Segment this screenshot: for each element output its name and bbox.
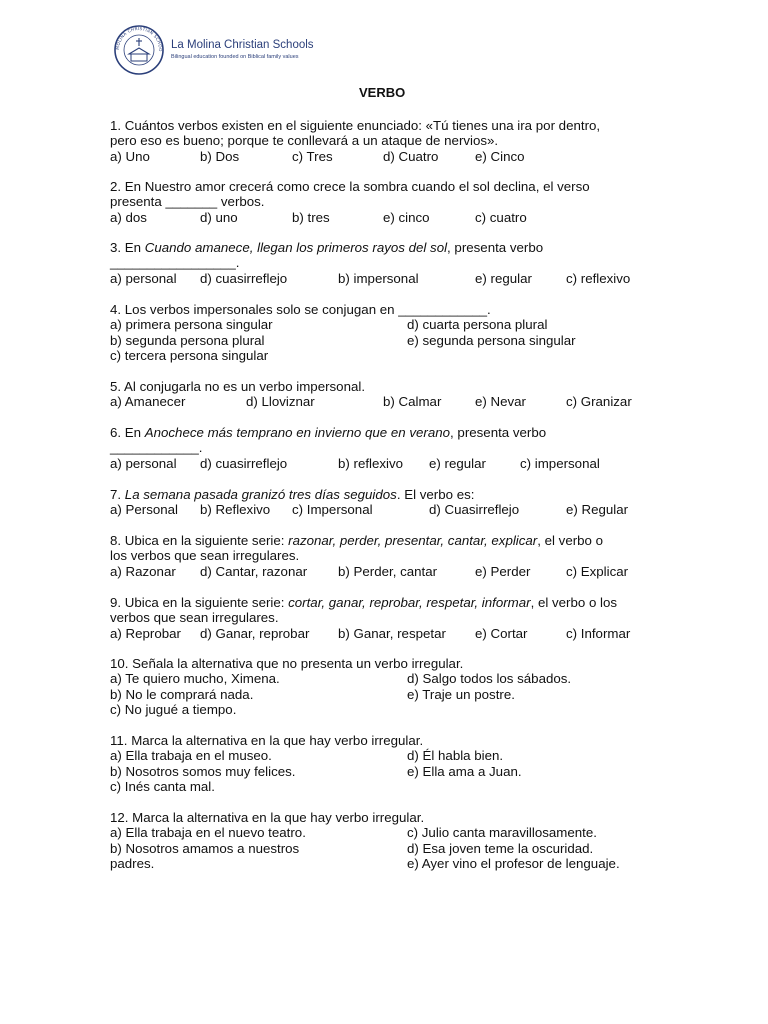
option-b: b) Dos — [200, 148, 240, 164]
option-c: c) Inés canta mal. — [110, 779, 215, 795]
answer-options — [110, 502, 670, 517]
option-c: c) Informar — [566, 625, 631, 641]
question-text — [110, 240, 670, 255]
question-text-post: , el verbo o los — [530, 595, 618, 610]
question-text-cont: ____________. — [110, 440, 203, 456]
option-c: c) tercera persona singular — [110, 348, 269, 364]
answer-options — [110, 671, 670, 717]
seal-text-top: MOLINA CHRISTIAN SCHOO — [114, 25, 164, 52]
question-text: 12. Marca la alternativa en la que hay verbo irregular. — [110, 810, 425, 825]
option-e: e) Ayer vino el profesor de lenguaje. — [407, 856, 620, 872]
option-b: b) Nosotros somos muy felices. — [110, 763, 296, 779]
question-text — [110, 487, 670, 502]
question-1 — [110, 118, 670, 164]
answer-options — [110, 394, 670, 409]
option-b-cont: padres. — [110, 856, 155, 872]
question-text: 1. Cuántos verbos existen en el siguiente enunciado: «Tú tienes una ira por dentro, — [110, 118, 601, 133]
option-e: e) Traje un postre. — [407, 686, 515, 702]
option-a: a) dos — [110, 209, 147, 225]
question-text-cont: los verbos que sean irregulares. — [110, 548, 300, 564]
answer-options — [110, 456, 670, 471]
option-a: a) primera persona singular — [110, 317, 273, 333]
option-e: e) Perder — [475, 563, 531, 579]
answer-options — [110, 317, 670, 363]
option-d: d) Cuasirreflejo — [429, 502, 520, 518]
option-d: d) uno — [200, 209, 238, 225]
question-text: 4. Los verbos impersonales solo se conjugan en ____________. — [110, 302, 491, 317]
question-5 — [110, 379, 670, 410]
answer-options — [110, 564, 670, 579]
option-d: d) cuarta persona plural — [407, 317, 548, 333]
question-text: 10. Señala la alternativa que no presenta un verbo irregular. — [110, 656, 464, 671]
option-a: a) Reprobar — [110, 625, 181, 641]
option-c: c) Granizar — [566, 394, 632, 410]
school-name: La Molina Christian Schools — [171, 39, 314, 51]
option-c: c) cuatro — [475, 209, 527, 225]
school-seal-icon — [110, 24, 168, 76]
question-text-pre: 8. Ubica en la siguiente serie: — [110, 533, 289, 548]
answer-options — [110, 271, 670, 286]
option-d: d) cuasirreflejo — [200, 270, 288, 286]
question-text — [110, 425, 670, 440]
question-4 — [110, 302, 670, 364]
option-d: d) Ganar, reprobar — [200, 625, 310, 641]
question-text-post: , el verbo o — [537, 533, 604, 548]
question-10 — [110, 656, 670, 718]
option-b: b) No le comprará nada. — [110, 686, 254, 702]
question-text: 11. Marca la alternativa en la que hay verbo irregular. — [110, 733, 424, 748]
question-text-post: , presenta verbo — [447, 240, 544, 255]
question-text-cont: presenta _______ verbos. — [110, 194, 265, 210]
option-b: b) Calmar — [383, 394, 442, 410]
option-d: d) Cuatro — [383, 148, 439, 164]
question-quote: Cuando amanece, llegan los primeros rayos del sol — [144, 240, 448, 255]
option-a: a) Uno — [110, 148, 150, 164]
option-a: a) Te quiero mucho, Ximena. — [110, 671, 280, 687]
option-a: a) personal — [110, 270, 177, 286]
option-d: d) cuasirreflejo — [200, 455, 288, 471]
question-text-post: . El verbo es: — [396, 487, 475, 502]
option-e: e) regular — [475, 270, 532, 286]
question-8 — [110, 533, 670, 579]
option-b: b) impersonal — [338, 270, 419, 286]
question-text — [110, 533, 670, 548]
option-c: c) Julio canta maravillosamente. — [407, 825, 597, 841]
option-a: a) Personal — [110, 502, 178, 518]
question-text: 2. En Nuestro amor crecerá como crece la sombra cuando el sol declina, el verso — [110, 179, 590, 194]
question-7 — [110, 487, 670, 518]
option-a: a) Ella trabaja en el nuevo teatro. — [110, 825, 306, 841]
question-text-pre: 6. En — [110, 425, 145, 440]
option-e: e) Cinco — [475, 148, 525, 164]
question-11 — [110, 733, 670, 795]
option-e: e) Nevar — [475, 394, 526, 410]
option-d: d) Esa joven teme la oscuridad. — [407, 840, 594, 856]
option-b: b) segunda persona plural — [110, 332, 265, 348]
option-c: c) impersonal — [520, 455, 600, 471]
option-e: e) regular — [429, 455, 486, 471]
option-c: c) reflexivo — [566, 270, 631, 286]
option-d: d) Cantar, razonar — [200, 563, 308, 579]
option-b: b) Nosotros amamos a nuestros — [110, 840, 300, 856]
option-d: d) Él habla bien. — [407, 748, 504, 764]
answer-options — [110, 210, 670, 225]
option-e: e) Ella ama a Juan. — [407, 763, 522, 779]
option-e: e) Cortar — [475, 625, 528, 641]
option-a: a) personal — [110, 455, 177, 471]
option-b: b) Perder, cantar — [338, 563, 438, 579]
option-c: c) Explicar — [566, 563, 629, 579]
question-2 — [110, 179, 670, 225]
option-d: d) Salgo todos los sábados. — [407, 671, 572, 687]
option-a: a) Amanecer — [110, 394, 186, 410]
answer-options — [110, 825, 670, 871]
question-series: razonar, perder, presentar, cantar, explicar — [288, 533, 538, 548]
question-text-cont: verbos que sean irregulares. — [110, 610, 279, 626]
question-3 — [110, 240, 670, 286]
answer-options — [110, 149, 670, 164]
option-c: c) Impersonal — [292, 502, 373, 518]
answer-options — [110, 748, 670, 794]
option-e: e) Regular — [566, 502, 629, 518]
option-b: b) Ganar, respetar — [338, 625, 446, 641]
question-text-post: , presenta verbo — [450, 425, 547, 440]
option-e: e) cinco — [383, 209, 430, 225]
option-a: a) Razonar — [110, 563, 176, 579]
question-quote: Anochece más temprano en invierno que en verano — [144, 425, 451, 440]
option-a: a) Ella trabaja en el museo. — [110, 748, 272, 764]
question-text-pre: 3. En — [110, 240, 145, 255]
answer-options — [110, 626, 670, 641]
question-series: cortar, ganar, reprobar, respetar, informar — [288, 595, 531, 610]
question-quote: La semana pasada granizó tres días seguidos — [124, 487, 397, 502]
option-b: b) reflexivo — [338, 455, 404, 471]
question-text — [110, 595, 670, 610]
option-b: b) tres — [292, 209, 330, 225]
option-b: b) Reflexivo — [200, 502, 271, 518]
question-text-cont: pero eso es bueno; porque te conllevará a un ataque de nervios». — [110, 133, 499, 149]
option-d: d) Lloviznar — [246, 394, 315, 410]
question-12 — [110, 810, 670, 872]
question-9 — [110, 595, 670, 641]
question-text: 5. Al conjugarla no es un verbo impersonal. — [110, 379, 366, 394]
question-text-pre: 9. Ubica en la siguiente serie: — [110, 595, 289, 610]
option-c: c) Tres — [292, 148, 333, 164]
option-e: e) segunda persona singular — [407, 332, 576, 348]
question-text-cont: _________________. — [110, 255, 240, 271]
page-title: VERBO — [359, 85, 406, 100]
question-text-pre: 7. — [110, 487, 125, 502]
question-6 — [110, 425, 670, 471]
school-tagline: Bilingual education founded on Biblical family values — [171, 54, 299, 60]
option-c: c) No jugué a tiempo. — [110, 702, 237, 718]
